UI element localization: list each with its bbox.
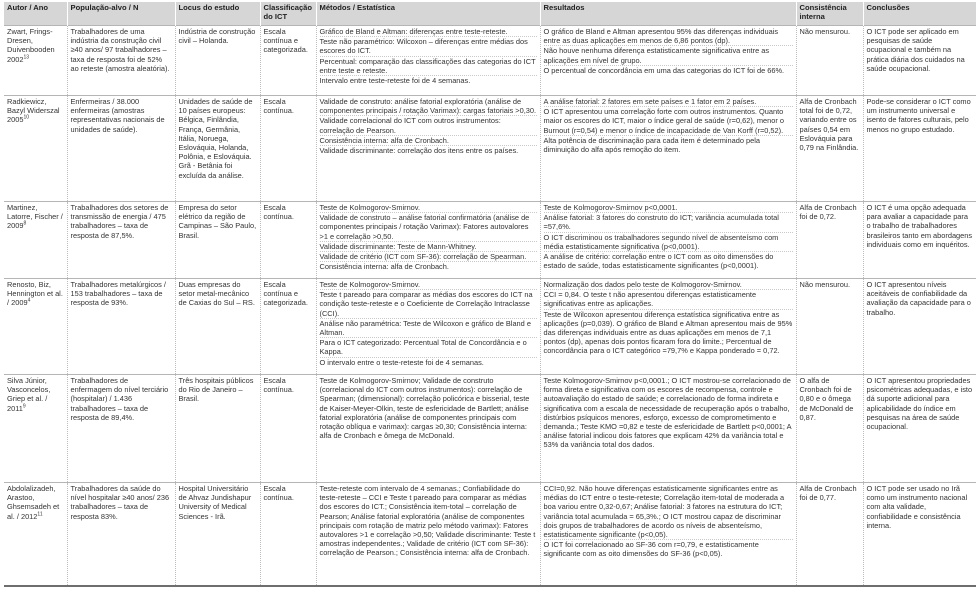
cell-conclusoes: O ICT é uma opção adequada para avaliar a capacidade para o trabalho de trabalhadores brasileiros tanto em abordagens individuais como em inquéritos.	[863, 202, 976, 279]
cell-autor	[4, 26, 67, 96]
reference-number: 11	[37, 511, 43, 518]
result-line: CCI = 0,84. O teste t não apresentou diferenças estatisticamente significativas entre as aplicações.	[544, 290, 793, 309]
method-line: Teste de Kolmogorov-Smirnov.	[320, 203, 537, 213]
table-row	[4, 26, 976, 96]
method-line: Validade correlacional do ICT com outros instrumentos: correlação de Pearson.	[320, 116, 537, 135]
cell-resultados	[540, 279, 796, 375]
result-line: Teste de Wilcoxon apresentou diferença estatística significativa entre as aplicações (p=0,039). O gráfico de Bland e Altman apresentou mais de 95% das diferenças individuais entre as duas aplicações em menos de 7,1 pontos (dp), apenas dois pontos ficaram fora do limite.; Percentual de concordância para o ICT categórico =79,7% e Kappa ponderado = 0,72.	[543, 309, 793, 356]
author-text: Abdolalizadeh, Arastoo, Ghsemsadeh et al. / 2012	[7, 484, 60, 521]
method-line: Teste não paramétrico: Wilcoxon – diferenças entre médias dos escores do ICT.	[320, 37, 537, 56]
cell-conclusoes: O ICT apresentou níveis aceitáveis de confiabilidade da avaliação da capacidade para o trabalho.	[863, 279, 976, 375]
reference-number: 4	[27, 297, 31, 304]
cell-consistencia: O alfa de Cronbach foi de 0,80 e o ômega de McDonald de 0,87.	[796, 375, 863, 483]
col-header-classificacao: Classificação do ICT	[260, 2, 316, 26]
reference-number: 8	[23, 220, 27, 227]
method-line: Validade de construto: análise fatorial exploratória (análise de componentes principais / rotação Varimax): cargas fatoriais >0,30.	[319, 97, 537, 116]
cell-metodos	[316, 483, 540, 586]
method-line: Validade de construto – análise fatorial confirmatória (análise de componentes principais / rotação Varimax): Fatores autovalores >1 e correlação >0,50.	[320, 213, 537, 242]
result-line: O percentual de concordância em uma das categorias do ICT foi de 66%.	[543, 65, 785, 75]
cell-classificacao: Escala contínua e categorizada.	[260, 26, 316, 96]
cell-resultados	[540, 483, 796, 586]
result-line: A análise de critério: correlação entre o ICT com as oito dimensões do estado de saúde, todas estatisticamente significantes (p<0,0001).	[543, 252, 774, 271]
cell-consistencia: Não mensurou.	[796, 279, 863, 375]
result-line: Normalização dos dados pelo teste de Kolmogorov-Smirnov.	[544, 280, 793, 290]
method-line: Teste-reteste com intervalo de 4 semanas.; Confiabilidade do teste-reteste – CCI e Teste t pareado para comparar as médias dos escores do ICT.; Consistência item-total – correlação de Pearson; Análise fatorial exploratória (análise de componentes principais com rotação de matriz pelo método varimax): Fatores autovalores >1 e correlação >0,50; Validade discriminante: Teste t amostras independentes.; Validade de critério (ICT com SF-36): correlação de Pearson.; Consistência interna: alfa de Cronbach.	[319, 484, 536, 558]
reference-number: 9	[22, 403, 26, 410]
col-header-resultados: Resultados	[540, 2, 796, 26]
cell-classificacao: Escala contínua e categorizada.	[260, 279, 316, 375]
cell-consistencia: Alfa de Cronbach total foi de 0,72, variando entre os países 0,54 em Eslováquia para 0,79 na Finlândia.	[796, 96, 863, 202]
method-line: Teste de Kolmogorov-Smirnov.	[320, 280, 537, 290]
cell-conclusoes: O ICT apresentou propriedades psicométricas adequadas, e isto dá suporte adicional para aplicabilidade do índice em pesquisas na área de saúde ocupacional.	[863, 375, 976, 483]
author-text: Silva Júnior, Vasconcelos, Griep et al. / 2011	[7, 376, 51, 413]
col-header-locus: Locus do estudo	[175, 2, 260, 26]
reference-number: 13	[23, 54, 30, 61]
cell-resultados	[540, 375, 796, 483]
method-line: Intervalo entre teste-reteste foi de 4 semanas.	[319, 76, 471, 86]
table-body	[4, 26, 976, 586]
cell-metodos	[316, 26, 540, 96]
method-line: Percentual: comparação das classificações das categorias do ICT entre teste e reteste.	[319, 56, 536, 75]
result-line: O ICT apresentou uma correlação forte com outros instrumentos. Quanto maior os escores do ICT, maior o índice geral de saúde (r=0,62), menor o Burnout (r=0,54) e menor o índice de incapacidade de Van Korff (r=0,52).	[544, 107, 793, 136]
cell-classificacao: Escala contínua.	[260, 96, 316, 202]
result-line: Teste de Kolmogorov-Smirnov p<0,0001.	[544, 203, 793, 213]
cell-autor	[4, 375, 67, 483]
result-line: O gráfico de Bland e Altman apresentou 95% das diferenças individuais entre as duas aplicações em menos de 6,86 pontos (dp).	[544, 27, 793, 46]
table-row	[4, 279, 976, 375]
author-text: Renosto, Biz, Hennington et al. / 2009	[7, 280, 63, 308]
cell-autor	[4, 202, 67, 279]
method-line: Análise não paramétrica: Teste de Wilcoxon e gráfico de Bland e Altman.	[320, 319, 537, 338]
cell-locus: Hospital Universitário de Ahvaz Jundishapur University of Medical Sciences - Irã.	[175, 483, 260, 586]
cell-classificacao: Escala contínua.	[260, 483, 316, 586]
col-header-conclusoes: Conclusões	[863, 2, 976, 26]
cell-conclusoes: Pode-se considerar o ICT como um instrumento universal e isento de fatores culturais, pelo menos no grupo estudado.	[863, 96, 976, 202]
cell-consistencia: Não mensurou.	[796, 26, 863, 96]
col-header-metodos: Métodos / Estatística	[316, 2, 540, 26]
method-line: Validade discriminante: correlação dos itens entre os países.	[319, 146, 519, 156]
method-line: O intervalo entre o teste-reteste foi de 4 semanas.	[319, 357, 484, 367]
method-line: Teste de Kolmogorov-Smirnov; Validade de construto (correlacional do ICT com outros instrumentos): correlação de Spearman; (dimensional): correlação policórica e bisserial, teste de Kaiser-Meyer-Olkin, teste de esfericidade de Bartlett; análise fatorial exploratória (análise de componentes principais com rotação oblíqua e varimax): cargas ≥0,30; Consistência interna: alfa de Cronbach e ômega de McDonald.	[319, 376, 530, 441]
cell-consistencia: Alfa de Cronbach foi de 0,77.	[796, 483, 863, 586]
table-row	[4, 202, 976, 279]
method-line: Consistência interna: alfa de Cronbach.	[319, 262, 449, 272]
method-line: Consistência interna: alfa de Cronbach.	[320, 136, 537, 146]
cell-populacao: Trabalhadores de enfermagem do nível terciário (hospitalar) / 1.436 trabalhadores – taxa de resposta de 89,4%.	[67, 375, 175, 483]
method-line: Teste t pareado para comparar as médias dos escores do ICT na condição teste-reteste e o Coeficiente de Correlação Intraclasse (CCI).	[320, 290, 537, 319]
result-line: A análise fatorial: 2 fatores em sete países e 1 fator em 2 países.	[544, 97, 793, 107]
author-text: Radkiewicz, Bazyl Widerszal 2005	[7, 97, 60, 125]
result-line: Não houve nenhuma diferença estatisticamente significativa entre as aplicações em nível de grupo.	[544, 46, 793, 65]
cell-autor	[4, 279, 67, 375]
cell-conclusoes: O ICT pode ser aplicado em pesquisas de saúde ocupacional e também na prática diária dos cuidados na saúde ocupacional.	[863, 26, 976, 96]
result-line: Teste Kolmogorov-Smirnov p<0,0001.; O ICT mostrou-se correlacionado de forma direta e significativa com os escores de recompensa, controle e autoavaliação do estado de saúde; e correlacionado de forma indireta e significativa com a escala de necessidade de recuperação após o trabalho, distúrbios psíquicos menores, esforço, excesso de comprometimento e demanda.; Teste KMO =0,82 e teste de esfericidade de Bartlett p<0,0001; A análise fatorial indicou dois fatores que explicam 42% da variância total e 53% da variância total dos dados.	[543, 376, 792, 450]
method-line: Gráfico de Bland e Altman: diferenças entre teste-reteste.	[320, 27, 537, 37]
col-header-consistencia: Consistência interna	[796, 2, 863, 26]
result-line: O ICT foi correlacionado ao SF-36 com r=0,79, e estatisticamente significante com as oito dimensões do SF-36 (p<0,05).	[543, 540, 759, 559]
result-line: CCI=0,92. Não houve diferenças estatisticamente significantes entre as médias do ICT entre o teste-reteste; Correlação item-total de moderada a boa variou entre 0,32-0,67; Análise fatorial: 3 fatores na estrutura do ICT; variância total acumulada = 65,3%.; O ICT mostrou capaz de discriminar dois grupos de trabalhadores de acordo os níveis de absenteísmo, estatisticamente significante (p<0,05).	[544, 484, 793, 540]
method-line: Validade de critério (ICT com SF-36): correlação de Spearman.	[320, 252, 537, 262]
cell-autor	[4, 483, 67, 586]
cell-metodos	[316, 279, 540, 375]
table-row	[4, 375, 976, 483]
author-text: Zwart, Frings-Dresen, Duivenbooden 2002	[7, 27, 55, 64]
cell-metodos	[316, 375, 540, 483]
reference-number: 10	[23, 114, 30, 121]
table-row	[4, 96, 976, 202]
col-header-populacao: População-alvo / N	[67, 2, 175, 26]
cell-classificacao: Escala contínua.	[260, 202, 316, 279]
result-line: O ICT discriminou os trabalhadores segundo nível de absenteísmo com média estatisticamente significativa (p<0,0001).	[544, 233, 793, 252]
method-line: Para o ICT categorizado: Percentual Total de Concordância e o Kappa.	[320, 338, 537, 357]
cell-conclusoes: O ICT pode ser usado no Irã como um instrumento nacional com alta validade, confiabilidade e consistência interna.	[863, 483, 976, 586]
cell-populacao: Trabalhadores da saúde do nível hospitalar ≥40 anos/ 236 trabalhadores – taxa de resposta 83%.	[67, 483, 175, 586]
cell-populacao: Trabalhadores dos setores de transmissão de energia / 475 trabalhadores – taxa de resposta de 87,5%.	[67, 202, 175, 279]
cell-metodos	[316, 202, 540, 279]
cell-metodos	[316, 96, 540, 202]
cell-resultados	[540, 202, 796, 279]
review-table	[4, 2, 976, 587]
cell-autor	[4, 96, 67, 202]
cell-populacao: Enfermeiras / 38.000 enfermeiras (amostras representativas nacionais de unidades de saúde).	[67, 96, 175, 202]
result-line: Análise fatorial: 3 fatores do construto do ICT; variância acumulada total =57,6%.	[544, 213, 793, 232]
cell-locus: Indústria de construção civil – Holanda.	[175, 26, 260, 96]
cell-resultados	[540, 26, 796, 96]
cell-locus: Unidades de saúde de 10 países europeus: Bélgica, Finlândia, França, Germânia, Itália, Noruega, Eslováquia, Holanda, Polônia, e Eslováquia. Grã - Betânia foi excluída da análise.	[175, 96, 260, 202]
col-header-autor: Autor / Ano	[4, 2, 67, 26]
method-line: Validade discriminante: Teste de Mann-Whitney.	[320, 242, 537, 252]
cell-locus: Empresa do setor elétrico da região de Campinas – São Paulo, Brasil.	[175, 202, 260, 279]
cell-locus: Três hospitais públicos do Rio de Janeiro – Brasil.	[175, 375, 260, 483]
result-line: Alta potência de discriminação para cada item é determinado pela diminuição do alfa após remoção do item.	[543, 135, 761, 155]
cell-populacao: Trabalhadores metalúrgicos / 153 trabalhadores – taxa de resposta de 93%.	[67, 279, 175, 375]
cell-consistencia: Alfa de Cronbach foi de 0,72.	[796, 202, 863, 279]
cell-locus: Duas empresas do setor metal-mecânico de Caxias do Sul – RS.	[175, 279, 260, 375]
author-text: Martinez, Latorre, Fischer / 2009	[7, 203, 63, 231]
cell-resultados	[540, 96, 796, 202]
table-header-row	[4, 2, 976, 26]
table-row	[4, 483, 976, 586]
cell-classificacao: Escala contínua.	[260, 375, 316, 483]
cell-populacao: Trabalhadores de uma indústria da construção civil ≥40 anos/ 97 trabalhadores – taxa de resposta foi de 52% ao reteste (amostra aleatória).	[67, 26, 175, 96]
